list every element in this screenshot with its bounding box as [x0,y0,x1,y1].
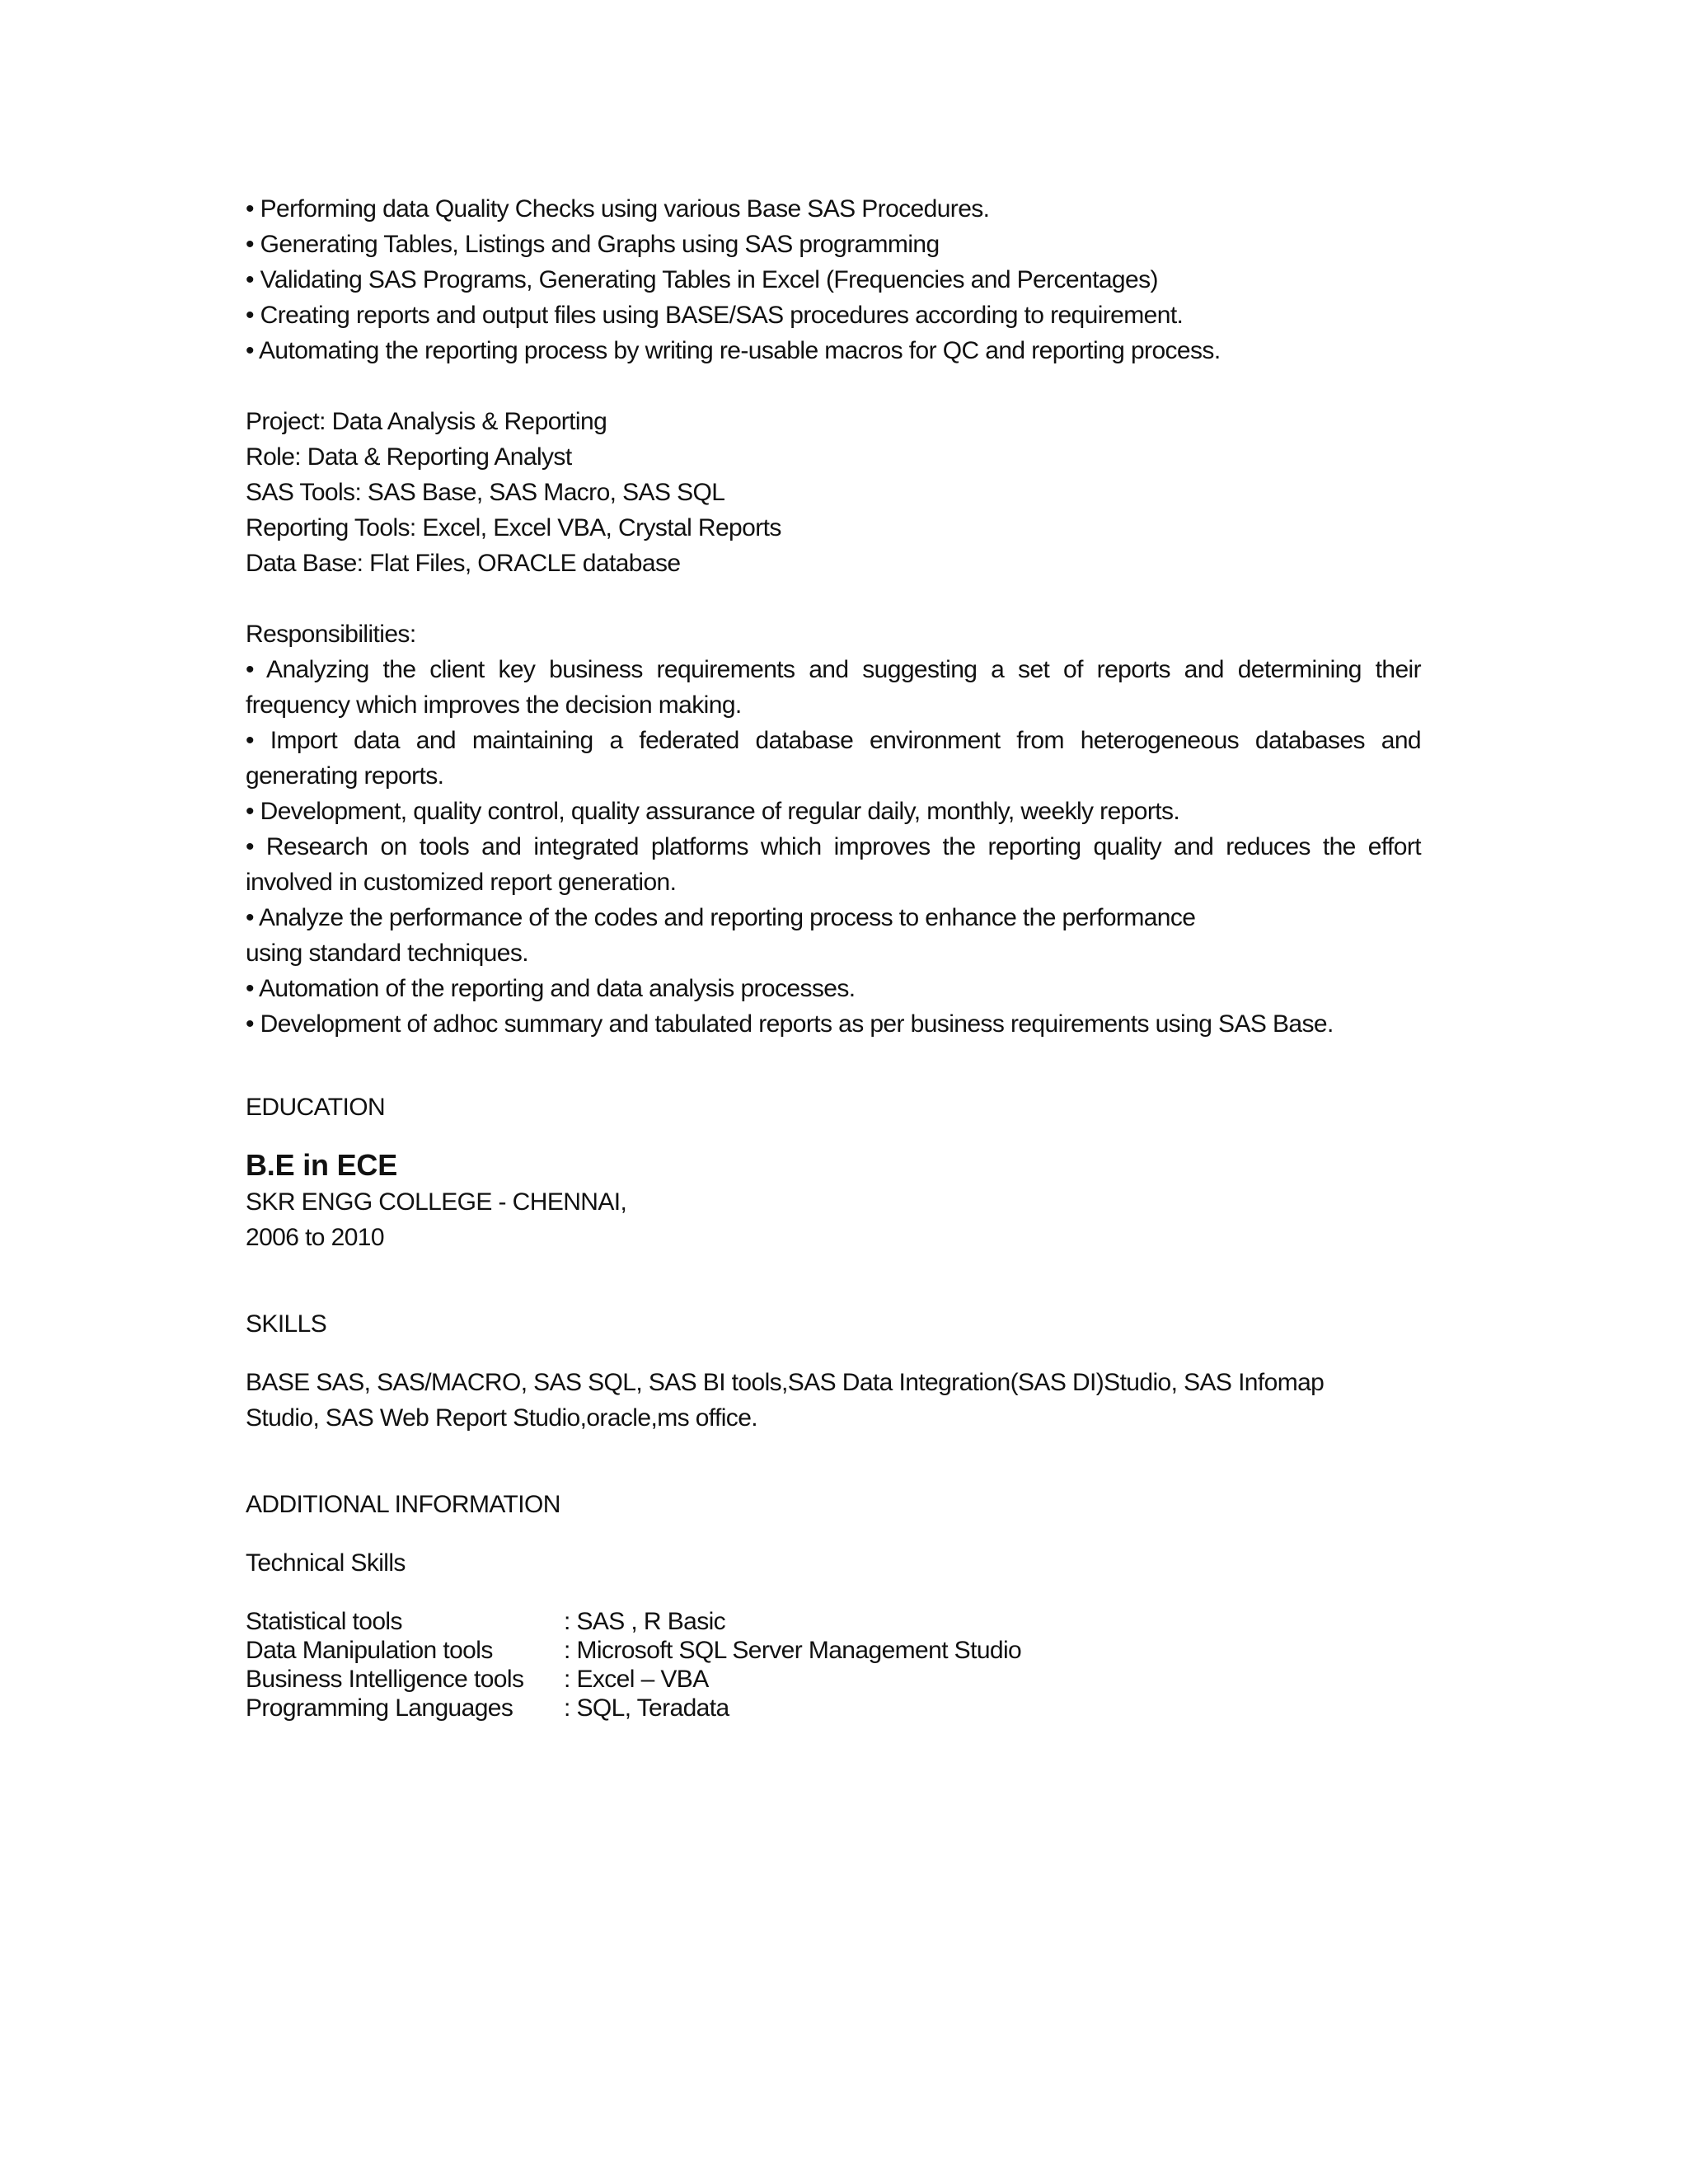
technical-skills-table [246,1607,1421,1722]
skills-section [246,1306,1421,1436]
responsibilities-heading: Responsibilities: [246,621,416,648]
bullet-creating-reports: • Creating reports and output files using BASE/SAS procedures according to requirement. [246,302,1184,329]
technical-skill-row [246,1607,1421,1636]
project-reporting-tools: Reporting Tools: Excel, Excel VBA, Crystal Reports [246,514,781,541]
technical-skills-heading: Technical Skills [246,1549,406,1577]
responsibility-analyze-line1: • Analyze the performance of the codes and reporting process to enhance the performance [246,904,1196,931]
project-name: Project: Data Analysis & Reporting [246,408,607,435]
technical-skill-value: : Microsoft SQL Server Management Studio [564,1637,1022,1664]
bullet-automating-reporting: • Automating the reporting process by writing re-usable macros for QC and reporting process. [246,337,1221,364]
responsibility-research-line2: involved in customized report generation. [246,869,677,896]
project-sas-tools: SAS Tools: SAS Base, SAS Macro, SAS SQL [246,479,725,506]
skills-line1: BASE SAS, SAS/MACRO, SAS SQL, SAS BI tools,SAS Data Integration(SAS DI)Studio, SAS Infomap [246,1369,1325,1396]
responsibility-development: • Development, quality control, quality assurance of regular daily, monthly, weekly reports. [246,798,1180,825]
responsibility-analyze-line2: using standard techniques. [246,940,528,967]
education-degree: B.E in ECE [246,1148,398,1182]
education-heading: EDUCATION [246,1094,386,1121]
education-section [246,1090,1421,1255]
education-college: SKR ENGG COLLEGE - CHENNAI, [246,1188,627,1216]
responsibilities-section [246,616,1421,1042]
technical-skill-key: Data Manipulation tools [246,1637,493,1664]
additional-heading: ADDITIONAL INFORMATION [246,1491,560,1518]
technical-skill-row [246,1636,1421,1665]
experience-bullets [246,191,1421,368]
technical-skill-value: : SAS , R Basic [564,1608,726,1635]
additional-information-section [246,1487,1421,1722]
education-years: 2006 to 2010 [246,1224,384,1251]
skills-line2: Studio, SAS Web Report Studio,oracle,ms office. [246,1404,758,1432]
project-data-base: Data Base: Flat Files, ORACLE database [246,550,681,577]
bullet-validating-programs: • Validating SAS Programs, Generating Tables in Excel (Frequencies and Percentages) [246,266,1158,293]
responsibility-import-line2: generating reports. [246,762,444,790]
responsibility-adhoc-reports: • Development of adhoc summary and tabulated reports as per business requirements using SAS Base. [246,1010,1334,1038]
responsibility-analyzing-line1: • Analyzing the client key business requirements and suggesting a set of reports and determining their [246,656,1421,683]
responsibility-analyzing-line2: frequency which improves the decision making. [246,691,742,719]
bullet-generating-tables: • Generating Tables, Listings and Graphs using SAS programming [246,231,940,258]
technical-skill-key: Business Intelligence tools [246,1666,524,1693]
resume-content [246,191,1421,1722]
technical-skill-value: : SQL, Teradata [564,1694,729,1722]
technical-skill-row [246,1665,1421,1694]
technical-skill-value: : Excel – VBA [564,1666,709,1693]
responsibility-import-line1: • Import data and maintaining a federated database environment from heterogeneous databases and [246,727,1421,754]
skills-heading: SKILLS [246,1310,327,1338]
technical-skill-key: Statistical tools [246,1608,402,1635]
technical-skill-row [246,1694,1421,1722]
project-role: Role: Data & Reporting Analyst [246,443,572,471]
bullet-quality-checks: • Performing data Quality Checks using various Base SAS Procedures. [246,195,990,223]
responsibility-research-line1: • Research on tools and integrated platforms which improves the reporting quality and reduces the effort [246,833,1421,860]
project-details [246,404,1421,581]
technical-skill-key: Programming Languages [246,1694,513,1722]
responsibility-automation: • Automation of the reporting and data analysis processes. [246,975,856,1002]
